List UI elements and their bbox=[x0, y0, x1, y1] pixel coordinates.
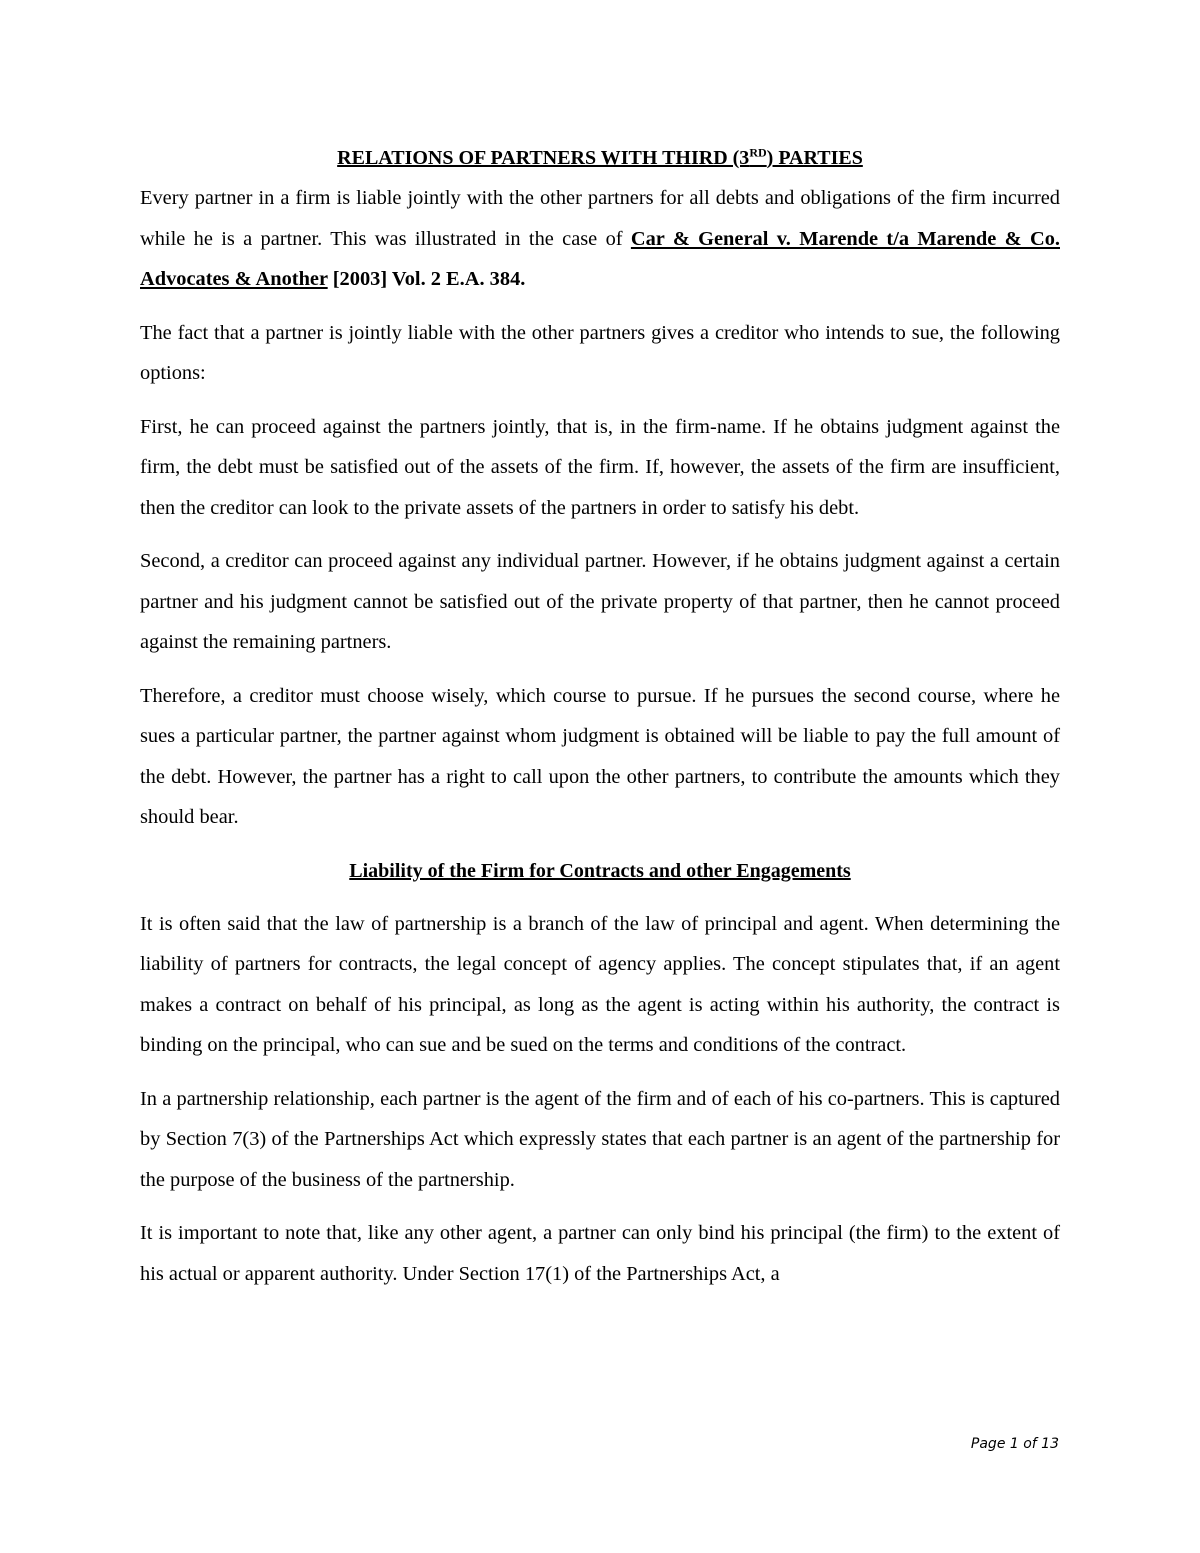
paragraph-options: The fact that a partner is jointly liable with the other partners gives a creditor who intends to sue, the following options: bbox=[140, 321, 1060, 384]
paragraph-therefore: Therefore, a creditor must choose wisely, which course to pursue. If he pursues the second course, where he sues a particular partner, the partner against whom judgment is obtained will be liable to pay the full amount of the debt. However, the partner has a right to call upon the other partners, to contribute the amounts which they should bear. bbox=[140, 684, 1060, 828]
intro-text: Every partner in a firm is liable jointly with the other partners for all debts and obligations of the firm incurred while he is a partner. This was illustrated in the case of bbox=[140, 187, 1060, 250]
paragraph-authority: It is important to note that, like any other agent, a partner can only bind his principal (the firm) to the extent of his actual or apparent authority. Under Section 17(1) of the Partnerships Act, a bbox=[140, 1222, 1060, 1285]
paragraph-first-option: First, he can proceed against the partners jointly, that is, in the firm-name. If he obtains judgment against the firm, the debt must be satisfied out of the assets of the firm. If, however, the assets of the firm are insufficient, then the creditor can look to the private assets of the partners in order to satisfy his debt. bbox=[140, 415, 1060, 519]
paragraph-agency: It is often said that the law of partnership is a branch of the law of principal and agent. When determining the liability of partners for contracts, the legal concept of agency applies. The concept stipulates that, if an agent makes a contract on behalf of his principal, as long as the agent is acting within his authority, the contract is binding on the principal, who can sue and be sued on the terms and conditions of the contract. bbox=[140, 912, 1060, 1056]
page-title bbox=[140, 138, 1060, 178]
paragraph-partnership-relationship: In a partnership relationship, each partner is the agent of the firm and of each of his co-partners. This is captured by Section 7(3) of the Partnerships Act which expressly states that each partner is an agent of the partnership for the purpose of the business of the partnership. bbox=[140, 1087, 1060, 1191]
title-suffix: ) PARTIES bbox=[766, 147, 863, 169]
title-prefix: RELATIONS OF PARTNERS WITH THIRD (3 bbox=[337, 147, 750, 169]
title-superscript: RD bbox=[749, 145, 767, 160]
intro-paragraph bbox=[140, 178, 1060, 300]
section-heading: Liability of the Firm for Contracts and other Engagements bbox=[349, 859, 851, 882]
case-name: Car & General v. Marende t/a Marende & Co. Advocates & Another bbox=[140, 227, 1060, 290]
page-number: Page 1 of 13 bbox=[970, 1436, 1059, 1452]
case-citation: [2003] Vol. 2 E.A. 384. bbox=[327, 268, 526, 290]
paragraph-second-option: Second, a creditor can proceed against any individual partner. However, if he obtains judgment against a certain partner and his judgment cannot be satisfied out of the private property of that partner, then he cannot proceed against the remaining partners. bbox=[140, 550, 1060, 653]
document-body bbox=[140, 138, 1060, 1294]
